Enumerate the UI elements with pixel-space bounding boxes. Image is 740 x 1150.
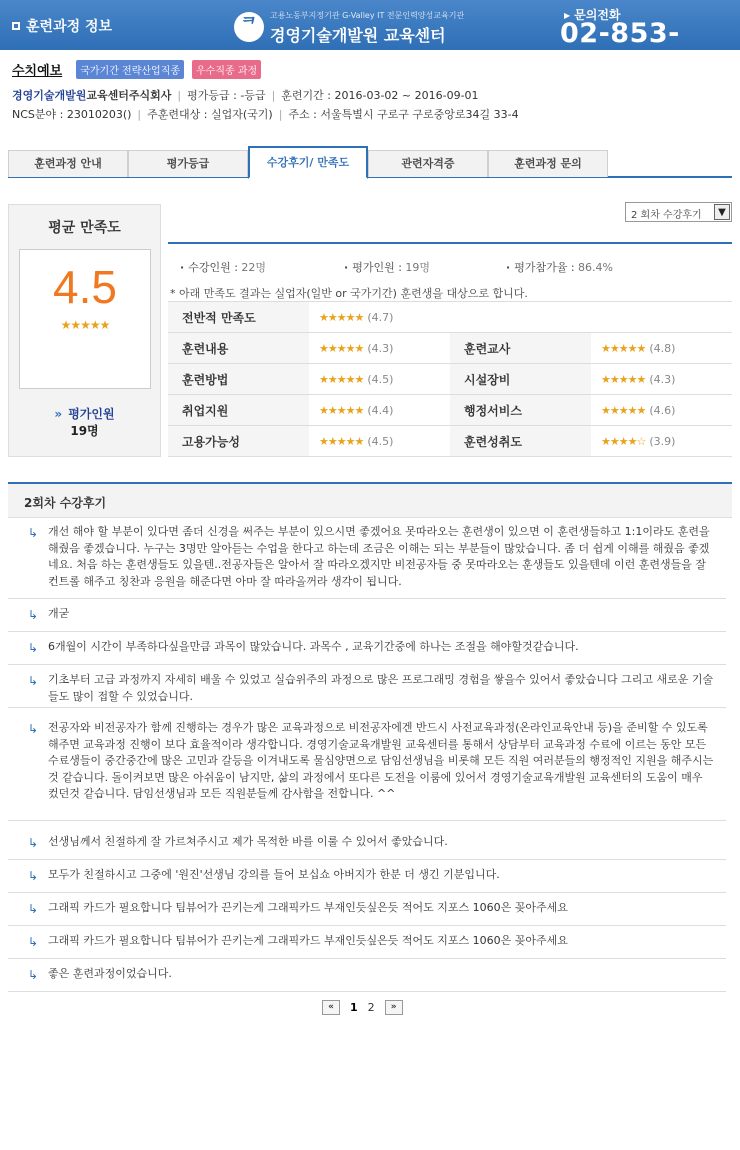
star-icon: ★★★★★ [601,341,646,355]
rating-label: 시설장비 [450,364,591,395]
raters-label: » 평가인원 [9,405,160,422]
average-satisfaction-box [8,204,161,457]
review-text: 개굳 [48,607,70,620]
tab-course-info[interactable]: 훈련과정 안내 [8,150,128,177]
stat-raters-value: 19명 [405,261,431,274]
star-icon: ★★★★★ [601,403,646,417]
review-round-select[interactable] [625,202,732,222]
review-item [8,898,726,926]
rating-score: (4.8) [649,341,676,355]
rating-value [309,333,450,364]
reply-arrow-icon: ↳ [28,902,39,916]
next-page-button[interactable]: » [385,1000,403,1015]
reply-arrow-icon: ↳ [28,869,39,883]
institution-name[interactable]: 경영기술개발원 [12,89,87,102]
chevron-down-icon[interactable]: ▼ [714,204,730,220]
section-title [12,16,112,36]
stat-raters [344,259,430,275]
stat-participation-value: 86.4% [578,261,613,274]
review-text: 그래픽 카드가 필요합니다 팀뷰어가 끈키는게 그래픽카드 부재인듯싶은듯 적어도 지포스 1060은 꽂아주세요 [48,934,568,947]
rating-value [591,426,732,457]
contact-label: ▶ 문의전화 [564,6,621,23]
rating-table [168,301,732,457]
reviews-title: 2회차 수강후기 [24,496,107,510]
target-text: 주훈련대상 : 실업자(국기) [147,108,273,121]
course-name[interactable]: 수치예보 [12,64,63,79]
rating-row [168,426,732,457]
rating-value [591,364,732,395]
rating-label: 고용가능성 [168,426,309,457]
phone-number: 02-853-6674 [560,18,680,80]
average-score: 4.5 [53,261,117,313]
logo-icon: ᄏ [234,12,264,42]
stats-divider [168,242,732,244]
stat-raters-label: 평가인원 : [352,261,402,274]
average-stars-icon: ★★★★★ [60,318,110,332]
review-text: 모두가 친절하시고 그중에 '원진'선생님 강의를 들어 보십쇼 아버지가 한분 더 생긴 기분입니다. [48,868,500,881]
rating-row [168,395,732,426]
rating-score: (4.4) [367,403,394,417]
review-item [8,931,726,959]
rating-row [168,302,732,333]
average-title: 평균 만족도 [48,220,121,236]
review-text: 좋은 훈련과정이었습니다. [48,967,172,980]
review-text: 개선 해야 할 부분이 있다면 좀더 신경을 써주는 부분이 있으시면 좋겠어요 못따라오는 훈련생이 있으면 이 훈련생들하고 1:1이라도 훈련을 해줬음 좋겠습니다. 누구는 3명만 알아듣는 수업을 한다고 하는데 조금은 이해는 되는 부분들이 많았습니다. 좀 더 쉽게 이해를 해줬음 좋겠네요. 처음 하는 훈련생들도 있을텐..전공자들은 알아서 잘 따라오겠지만 비전공자들 중 못따라오는 훈생들도 있을텐데 이런 훈련생들을 잘 컨트롤 해주고 칭찬과 응원을 해준다면 아마 잘 따라올꺼라 생각이 됩니다. [48,525,710,588]
star-icon: ★★★★★ [319,341,364,355]
average-score-panel [19,249,151,389]
rating-row [168,364,732,395]
tab-certificates[interactable]: 관련자격증 [368,150,488,177]
page-link-1[interactable]: 1 [350,1001,358,1014]
rating-row [168,333,732,364]
satisfaction-note: * 아래 만족도 결과는 실업자(일반 or 국가기간) 훈련생을 대상으로 합니다. [170,287,528,300]
rating-label: 훈련내용 [168,333,309,364]
review-text: 선생님께서 친절하게 잘 가르쳐주시고 제가 목적한 바를 이룰 수 있어서 좋았습니다. [48,835,448,848]
rating-score: (4.7) [367,310,394,324]
prev-page-button[interactable]: « [322,1000,340,1015]
star-icon: ★★★★★ [601,372,646,386]
org-subtitle: 고용노동부지정기관 G-Valley IT 전문인력양성교육기관 [270,11,465,20]
rating-label: 훈련방법 [168,364,309,395]
tab-reviews[interactable]: 수강후기/ 만족도 [248,146,368,179]
review-item [8,670,726,708]
ncs-text: NCS분야 : 23010203() [12,108,132,121]
reply-arrow-icon: ↳ [28,674,39,688]
review-text: 전공자와 비전공자가 함께 진행하는 경우가 많은 교육과정으로 비전공자에겐 반드시 사전교육과정(온라인교육안내 등)을 준비할 수 있도록 해주면 교육과정 진행이 보다 효율적이라 생각합니다. 경영기술교육개발원 교육센터를 통해서 상담부터 교육과정 수료에 이르는 동안 모든 수료생들이 중간중간에 많은 고민과 갈등을 이겨내도록 물심양면으로 담임선생님을 비롯해 모든 직원 여러분들의 행정적인 지원을 해주시는 것 같습니다. 돌이켜보면 많은 아쉬움이 남지만, 삶의 과정에서 또다른 도전을 이룸에 있어서 경영기술교육개발원 교육센터의 도움이 매우 컸던것 같습니다. 담임선생님과 모든 직원분들께 감사함을 전합니다. ^^ [48,721,714,800]
page-link-2[interactable]: 2 [367,1001,375,1014]
rating-label: 전반적 만족도 [168,302,309,333]
stat-participation [506,259,613,275]
tab-rating-grade[interactable]: 평가등급 [128,150,248,177]
reply-arrow-icon: ↳ [28,722,39,736]
review-text: 6개월이 시간이 부족하다싶을만큼 과목이 많았습니다. 과목수 , 교육기간중에 하나는 조절을 해야할것같습니다. [48,640,579,653]
rating-score: (4.6) [649,403,676,417]
star-icon: ★★★★★ [319,434,364,448]
rating-score: (4.5) [367,434,394,448]
section-title-text: 훈련과정 정보 [26,19,113,35]
badge-national: 국가기간 전략산업직종 [76,60,184,79]
rating-score: (4.3) [649,372,676,386]
raters-value: 19명 [70,424,99,438]
rating-label: 취업지원 [168,395,309,426]
rating-label: 훈련교사 [450,333,591,364]
rating-score: (4.5) [367,372,394,386]
rating-value [309,426,450,457]
period-text: 훈련기간 : 2016-03-02 ~ 2016-09-01 [281,89,479,102]
reply-arrow-icon: ↳ [28,935,39,949]
tab-bar [8,146,732,178]
course-title-row [12,60,261,79]
rating-value [309,395,450,426]
reviews-header [8,482,732,518]
review-round-value: 2 회차 수강후기 [631,210,702,221]
badge-excellent: 우수직종 과정 [192,60,261,79]
rating-label: 훈련성취도 [450,426,591,457]
reply-arrow-icon: ↳ [28,608,39,622]
reply-arrow-icon: ↳ [28,836,39,850]
star-icon: ★★★★★ [319,310,364,324]
stat-participation-label: 평가참가율 : [514,261,575,274]
review-item [8,718,726,821]
rating-label: 행정서비스 [450,395,591,426]
rating-score: (4.3) [367,341,394,355]
tab-inquiry[interactable]: 훈련과정 문의 [488,150,608,177]
stat-enrolled-label: 수강인원 : [188,261,238,274]
rating-score: (3.9) [649,434,676,448]
rating-value [591,395,732,426]
review-item [8,604,726,632]
org-name: 경영기술개발원 교육센터 [270,26,446,45]
reply-arrow-icon: ↳ [28,641,39,655]
institution-suffix: 교육센터주식회사 [86,89,172,102]
grade-text: 평가등급 : -등급 [187,89,266,102]
star-icon: ★★★★★ [319,372,364,386]
review-item [8,964,726,992]
address-text: 주소 : 서울특별시 구로구 구로중앙로34길 33-4 [288,108,519,121]
stat-enrolled [180,259,266,275]
review-item [8,865,726,893]
square-icon [12,22,20,30]
rating-value [309,364,450,395]
pagination [322,1000,403,1015]
reply-arrow-icon: ↳ [28,526,39,540]
star-icon: ★★★★★ [319,403,364,417]
reply-arrow-icon: ↳ [28,968,39,982]
course-info-row: 경영기술개발원교육센터주식회사 | 평가등급 : -등급 | 훈련기간 : 2016-03-02 ~ 2016-09-01 [12,89,479,102]
review-item [8,522,726,599]
rating-value [309,302,732,333]
review-text: 기초부터 고급 과정까지 자세히 배울 수 있었고 실습위주의 과정으로 많은 프로그래밍 경험을 쌓을수 있어서 좋았습니다 그리고 새로운 기술들도 많이 접할 수 있었습니다. [48,673,714,703]
star-icon: ★★★★☆ [601,434,646,448]
course-detail-row: NCS분야 : 23010203() | 주훈련대상 : 실업자(국기) | 주소 : 서울특별시 구로구 구로중앙로34길 33-4 [12,108,519,121]
review-text: 그래픽 카드가 필요합니다 팀뷰어가 끈키는게 그래픽카드 부재인듯싶은듯 적어도 지포스 1060은 꽂아주세요 [48,901,568,914]
review-item [8,637,726,665]
stat-enrolled-value: 22명 [241,261,267,274]
review-item [8,832,726,860]
rating-value [591,333,732,364]
